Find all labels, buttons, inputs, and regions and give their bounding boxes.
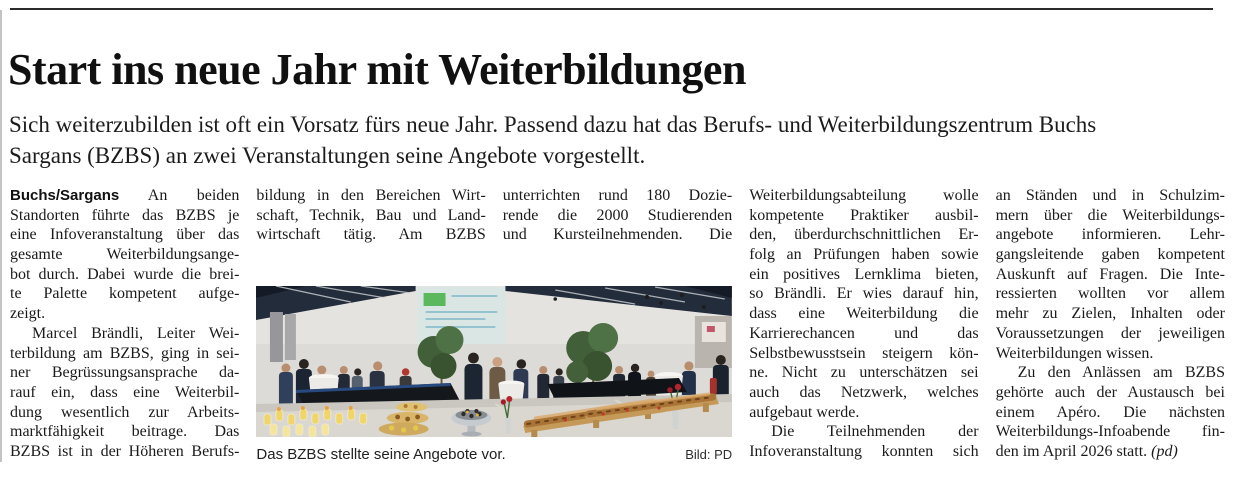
article-lead: Sich weiterzubilden ist oft ein Vorsatz fürs neue Jahr. Passend dazu hat das Berufs- und Weiterbildungszentrum Buchs Sargans (BZBS) an zwei Veranstaltungen seine Angebote vorgestellt. <box>9 112 1097 168</box>
article-text-line: kompetente Praktiker ausbil- <box>749 206 979 224</box>
article-text-line: auch das Netzwerk, welches <box>749 383 979 401</box>
article-photo <box>256 286 732 437</box>
article-text-line: ner Begrüssungsansprache da- <box>10 364 240 382</box>
article-columns <box>10 186 1225 465</box>
article-text-line: eine Infoveranstaltung über das <box>10 226 240 244</box>
article-text-line: an Ständen und in Schulzim- <box>995 187 1225 204</box>
article-text-line: marktfähigkeit beitrage. Das <box>10 423 240 441</box>
article-text-line: den, überdurchschnittlichen Er- <box>749 226 979 244</box>
article-text-line: bildung in den Bereichen Wirt- <box>256 187 486 204</box>
article-text-line: einem Apéro. Die nächsten <box>995 403 1225 421</box>
article-text-line: Voraussetzungen der jeweiligen <box>995 324 1225 342</box>
article-text-line: Karrierechancen und das <box>749 324 979 342</box>
article-text-line: aufgebaut werde. <box>749 403 860 421</box>
article-column-2 <box>256 186 485 245</box>
article-text-line: rauf ein, dass eine Weiterbil- <box>10 383 240 401</box>
photo-caption: Das BZBS stellte seine Angebote vor. <box>256 446 506 464</box>
article-text-line: bot durch. Dabei wurde die brei- <box>10 265 240 283</box>
article-text-line: rende die 2000 Studierenden <box>502 206 733 224</box>
article-text-line: mern über die Weiterbildungs- <box>995 206 1225 224</box>
article-text-line: Zu den Anlässen am BZBS <box>1017 364 1225 382</box>
article-text-line: ein positives Lernklima bieten, <box>749 265 979 283</box>
photo-caption-row <box>256 445 732 465</box>
article-text-line: Selbstbewusstsein steigern kön- <box>749 344 979 362</box>
article-column-1 <box>10 186 239 465</box>
article-text-line: gangsleitende gaben kompetent <box>995 246 1225 264</box>
article-text-line: dung wesentlich zur Arbeits- <box>10 403 240 421</box>
middle-text-row <box>256 186 732 245</box>
article-text-line: wirtschaft tätig. Am BZBS <box>256 226 486 244</box>
article-text-line: mehr zu Zielen, Inhalten oder <box>995 305 1225 323</box>
article-text-line: so Brändli. Er wies darauf hin, <box>749 285 979 303</box>
article-text-line: gehörte auch der Austausch bei <box>995 383 1225 401</box>
article-text-line: Infoveranstaltung konnten sich <box>749 442 979 460</box>
article-column-5 <box>996 186 1225 465</box>
article-text-line: ne. Nicht zu unterschätzen sei <box>749 364 979 382</box>
article-text-line: angebote informieren. Lehr- <box>995 226 1225 244</box>
article-text-line: ressierten wollten vor allem <box>995 285 1225 303</box>
article-text-line: terbildung am BZBS, ging in sei- <box>10 344 240 362</box>
article-text-line: dass eine Weiterbildung die <box>749 305 979 323</box>
article-text-line: Auskunft auf Fragen. Die Inte- <box>995 265 1225 283</box>
article-text-line: unterrichten rund 180 Dozie- <box>502 187 733 204</box>
photo-credit: Bild: PD <box>685 447 733 463</box>
article-text-line: und Kursteilnehmenden. Die <box>502 226 733 244</box>
scan-edge-line <box>0 10 2 462</box>
article-column-3 <box>503 186 732 245</box>
article-text-line: gesamte Weiterbildungsange- <box>10 246 240 264</box>
article-text-line: Buchs/Sargans An beiden <box>10 187 240 204</box>
location-tag: Buchs/Sargans <box>10 187 120 204</box>
article-text-line: Weiterbildungen wissen. <box>995 344 1154 362</box>
article-text-line: schaft, Technik, Bau und Land- <box>256 206 486 224</box>
article-text-line: Weiterbildungsabteilung wolle <box>749 187 979 204</box>
article-text-line: zeigt. <box>10 305 46 323</box>
article-text-line: den im April 2026 statt. (pd) <box>995 442 1178 460</box>
article-text-line: Standorten führte das BZBS je <box>10 206 240 224</box>
article-text-line: Marcel Brändli, Leiter Wei- <box>32 324 240 342</box>
article-text-line: Die Teilnehmenden der <box>771 423 979 441</box>
article-photo-illustration <box>256 286 732 437</box>
article-text-line: BZBS ist in der Höheren Berufs- <box>10 442 240 460</box>
section-rule <box>10 8 1213 10</box>
article-text-line: Weiterbildungs-Infoabende fin- <box>995 423 1225 441</box>
article-headline: Start ins neue Jahr mit Weiterbildungen <box>8 45 746 95</box>
article-text-line: te Palette kompetent aufge- <box>10 285 240 303</box>
article-column-4 <box>749 186 978 465</box>
article-middle-block <box>256 186 732 465</box>
article-text-line: folg an Prüfungen haben sowie <box>749 246 979 264</box>
